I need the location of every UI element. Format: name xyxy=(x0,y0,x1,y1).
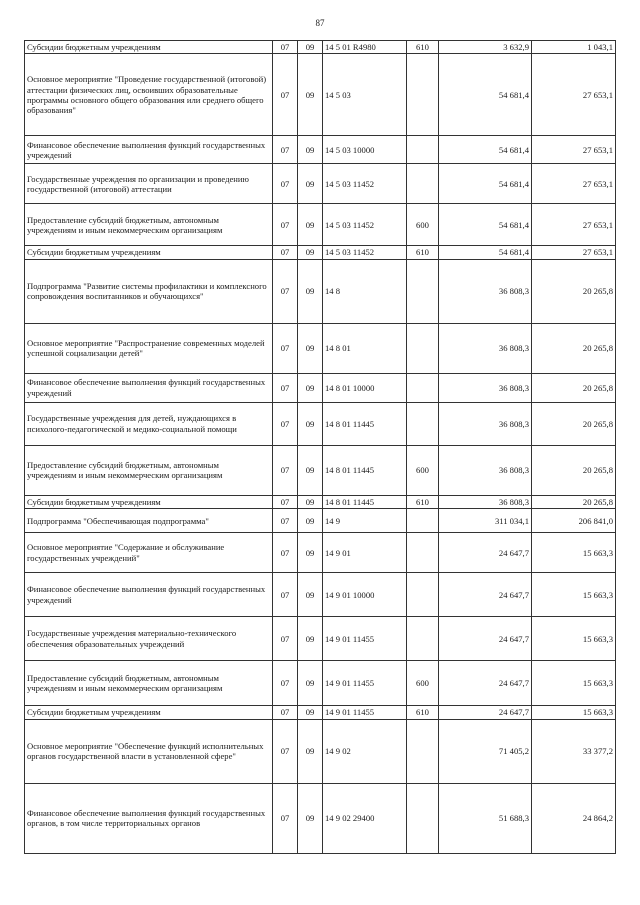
target-article-code: 14 5 03 11452 xyxy=(323,246,407,259)
amount-plan: 54 681,4 xyxy=(439,54,532,136)
expense-type-code: 600 xyxy=(407,445,439,495)
subsection-code: 09 xyxy=(298,719,323,783)
amount-plan: 54 681,4 xyxy=(439,164,532,204)
subsection-code: 09 xyxy=(298,164,323,204)
row-name: Финансовое обеспечение выполнения функций государственных учреждений xyxy=(25,136,273,164)
expense-type-code xyxy=(407,617,439,661)
target-article-code: 14 9 02 29400 xyxy=(323,783,407,853)
amount-actual: 20 265,8 xyxy=(532,259,616,323)
row-name: Финансовое обеспечение выполнения функций государственных органов, в том числе территориальных органов xyxy=(25,783,273,853)
table-row xyxy=(25,41,616,54)
table-row xyxy=(25,661,616,706)
target-article-code: 14 9 01 10000 xyxy=(323,573,407,617)
subsection-code: 09 xyxy=(298,495,323,508)
section-code: 07 xyxy=(273,204,298,246)
target-article-code: 14 9 01 11455 xyxy=(323,617,407,661)
amount-plan: 36 808,3 xyxy=(439,495,532,508)
row-name: Основное мероприятие "Обеспечение функций исполнительных органов государственной власти в установленной сфере" xyxy=(25,719,273,783)
section-code: 07 xyxy=(273,136,298,164)
table-row xyxy=(25,445,616,495)
target-article-code: 14 8 01 11445 xyxy=(323,495,407,508)
amount-plan: 24 647,7 xyxy=(439,573,532,617)
amount-actual: 15 663,3 xyxy=(532,533,616,573)
amount-actual: 27 653,1 xyxy=(532,246,616,259)
amount-actual: 20 265,8 xyxy=(532,445,616,495)
row-name: Государственные учреждения материально-технического обеспечения образовательных учреждений xyxy=(25,617,273,661)
expense-type-code xyxy=(407,164,439,204)
row-name: Основное мероприятие "Проведение государственной (итоговой) аттестации физических лиц, освоивших образовательные программы основного общего образования или среднего общего образования" xyxy=(25,54,273,136)
amount-actual: 27 653,1 xyxy=(532,136,616,164)
expense-type-code xyxy=(407,509,439,533)
row-name: Государственные учреждения для детей, нуждающихся в психолого-педагогической и медико-социальной помощи xyxy=(25,402,273,445)
expense-type-code xyxy=(407,54,439,136)
table-row xyxy=(25,617,616,661)
budget-table xyxy=(24,40,616,854)
subsection-code: 09 xyxy=(298,617,323,661)
table-row xyxy=(25,402,616,445)
amount-actual: 33 377,2 xyxy=(532,719,616,783)
row-name: Финансовое обеспечение выполнения функций государственных учреждений xyxy=(25,573,273,617)
section-code: 07 xyxy=(273,706,298,719)
section-code: 07 xyxy=(273,783,298,853)
target-article-code: 14 9 01 11455 xyxy=(323,706,407,719)
expense-type-code xyxy=(407,783,439,853)
target-article-code: 14 8 01 11445 xyxy=(323,445,407,495)
page-number: 87 xyxy=(315,18,325,28)
table-row xyxy=(25,533,616,573)
subsection-code: 09 xyxy=(298,533,323,573)
target-article-code: 14 5 03 11452 xyxy=(323,164,407,204)
amount-plan: 71 405,2 xyxy=(439,719,532,783)
subsection-code: 09 xyxy=(298,573,323,617)
table-row xyxy=(25,164,616,204)
table-row xyxy=(25,509,616,533)
subsection-code: 09 xyxy=(298,259,323,323)
subsection-code: 09 xyxy=(298,323,323,373)
target-article-code: 14 5 01 R4980 xyxy=(323,41,407,54)
section-code: 07 xyxy=(273,164,298,204)
subsection-code: 09 xyxy=(298,445,323,495)
table-row xyxy=(25,706,616,719)
target-article-code: 14 9 02 xyxy=(323,719,407,783)
amount-plan: 54 681,4 xyxy=(439,136,532,164)
table-row xyxy=(25,136,616,164)
amount-plan: 36 808,3 xyxy=(439,373,532,402)
row-name: Предоставление субсидий бюджетным, автономным учреждениям и иным некоммерческим организациям xyxy=(25,204,273,246)
table-row xyxy=(25,246,616,259)
expense-type-code xyxy=(407,719,439,783)
expense-type-code: 610 xyxy=(407,246,439,259)
row-name: Основное мероприятие "Содержание и обслуживание государственных учреждений" xyxy=(25,533,273,573)
amount-actual: 20 265,8 xyxy=(532,373,616,402)
row-name: Подпрограмма "Обеспечивающая подпрограмма" xyxy=(25,509,273,533)
amount-plan: 24 647,7 xyxy=(439,661,532,706)
expense-type-code: 610 xyxy=(407,706,439,719)
section-code: 07 xyxy=(273,259,298,323)
expense-type-code xyxy=(407,533,439,573)
table-row xyxy=(25,204,616,246)
amount-plan: 24 647,7 xyxy=(439,533,532,573)
amount-plan: 54 681,4 xyxy=(439,204,532,246)
amount-actual: 27 653,1 xyxy=(532,54,616,136)
section-code: 07 xyxy=(273,402,298,445)
expense-type-code xyxy=(407,136,439,164)
section-code: 07 xyxy=(273,445,298,495)
table-row xyxy=(25,54,616,136)
table-row xyxy=(25,373,616,402)
amount-actual: 15 663,3 xyxy=(532,617,616,661)
row-name: Финансовое обеспечение выполнения функций государственных учреждений xyxy=(25,373,273,402)
row-name: Подпрограмма "Развитие системы профилактики и комплексного сопровождения воспитанников и обучающихся" xyxy=(25,259,273,323)
amount-plan: 51 688,3 xyxy=(439,783,532,853)
subsection-code: 09 xyxy=(298,246,323,259)
expense-type-code: 600 xyxy=(407,204,439,246)
amount-actual: 1 043,1 xyxy=(532,41,616,54)
table-row xyxy=(25,783,616,853)
amount-plan: 36 808,3 xyxy=(439,402,532,445)
row-name: Субсидии бюджетным учреждениям xyxy=(25,246,273,259)
row-name: Субсидии бюджетным учреждениям xyxy=(25,495,273,508)
amount-actual: 27 653,1 xyxy=(532,164,616,204)
row-name: Предоставление субсидий бюджетным, автономным учреждениям и иным некоммерческим организациям xyxy=(25,661,273,706)
table-row xyxy=(25,259,616,323)
section-code: 07 xyxy=(273,509,298,533)
section-code: 07 xyxy=(273,661,298,706)
amount-plan: 36 808,3 xyxy=(439,259,532,323)
subsection-code: 09 xyxy=(298,402,323,445)
subsection-code: 09 xyxy=(298,204,323,246)
subsection-code: 09 xyxy=(298,41,323,54)
target-article-code: 14 9 01 11455 xyxy=(323,661,407,706)
subsection-code: 09 xyxy=(298,661,323,706)
amount-plan: 3 632,9 xyxy=(439,41,532,54)
amount-plan: 24 647,7 xyxy=(439,706,532,719)
expense-type-code xyxy=(407,402,439,445)
expense-type-code xyxy=(407,323,439,373)
section-code: 07 xyxy=(273,533,298,573)
amount-plan: 54 681,4 xyxy=(439,246,532,259)
amount-actual: 24 864,2 xyxy=(532,783,616,853)
row-name: Предоставление субсидий бюджетным, автономным учреждениям и иным некоммерческим организациям xyxy=(25,445,273,495)
row-name: Государственные учреждения по организации и проведению государственной (итоговой) аттестации xyxy=(25,164,273,204)
row-name: Основное мероприятие "Распространение современных моделей успешной социализации детей" xyxy=(25,323,273,373)
expense-type-code: 610 xyxy=(407,41,439,54)
amount-actual: 15 663,3 xyxy=(532,706,616,719)
subsection-code: 09 xyxy=(298,783,323,853)
row-name: Субсидии бюджетным учреждениям xyxy=(25,706,273,719)
section-code: 07 xyxy=(273,719,298,783)
amount-plan: 311 034,1 xyxy=(439,509,532,533)
amount-actual: 15 663,3 xyxy=(532,661,616,706)
expense-type-code: 610 xyxy=(407,495,439,508)
target-article-code: 14 9 xyxy=(323,509,407,533)
subsection-code: 09 xyxy=(298,373,323,402)
expense-type-code xyxy=(407,373,439,402)
amount-plan: 36 808,3 xyxy=(439,445,532,495)
expense-type-code xyxy=(407,573,439,617)
target-article-code: 14 5 03 11452 xyxy=(323,204,407,246)
table-row xyxy=(25,323,616,373)
table-row xyxy=(25,573,616,617)
section-code: 07 xyxy=(273,617,298,661)
amount-actual: 20 265,8 xyxy=(532,402,616,445)
amount-actual: 206 841,0 xyxy=(532,509,616,533)
table-row xyxy=(25,719,616,783)
subsection-code: 09 xyxy=(298,136,323,164)
target-article-code: 14 5 03 xyxy=(323,54,407,136)
section-code: 07 xyxy=(273,373,298,402)
target-article-code: 14 9 01 xyxy=(323,533,407,573)
target-article-code: 14 8 01 11445 xyxy=(323,402,407,445)
subsection-code: 09 xyxy=(298,509,323,533)
amount-plan: 24 647,7 xyxy=(439,617,532,661)
amount-actual: 27 653,1 xyxy=(532,204,616,246)
section-code: 07 xyxy=(273,246,298,259)
row-name: Субсидии бюджетным учреждениям xyxy=(25,41,273,54)
amount-actual: 20 265,8 xyxy=(532,323,616,373)
section-code: 07 xyxy=(273,323,298,373)
amount-plan: 36 808,3 xyxy=(439,323,532,373)
amount-actual: 20 265,8 xyxy=(532,495,616,508)
section-code: 07 xyxy=(273,495,298,508)
subsection-code: 09 xyxy=(298,706,323,719)
section-code: 07 xyxy=(273,41,298,54)
section-code: 07 xyxy=(273,54,298,136)
subsection-code: 09 xyxy=(298,54,323,136)
target-article-code: 14 8 01 xyxy=(323,323,407,373)
expense-type-code: 600 xyxy=(407,661,439,706)
target-article-code: 14 8 01 10000 xyxy=(323,373,407,402)
target-article-code: 14 8 xyxy=(323,259,407,323)
table-row xyxy=(25,495,616,508)
expense-type-code xyxy=(407,259,439,323)
section-code: 07 xyxy=(273,573,298,617)
amount-actual: 15 663,3 xyxy=(532,573,616,617)
target-article-code: 14 5 03 10000 xyxy=(323,136,407,164)
